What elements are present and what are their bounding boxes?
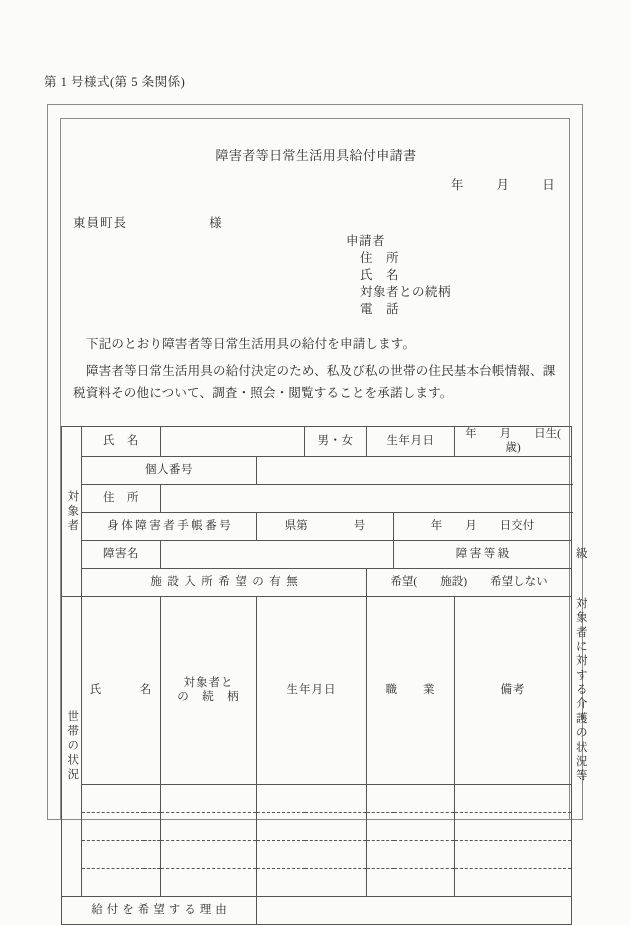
household-cell-birth[interactable] [257,840,367,868]
application-table [61,426,589,925]
reason-label: 給付を希望する理由 [62,896,257,924]
date-year-label: 年 [450,178,464,192]
subject-facility-value[interactable]: 希望( 施設) 希望しない [367,568,572,596]
household-header-name: 氏 名 [82,596,161,784]
subject-birth-label: 生年月日 [367,427,455,457]
addressee-name: 東員町長 [73,216,128,230]
household-cell-birth[interactable] [257,868,367,896]
table-row-reason [62,896,572,924]
applicant-phone-label: 電 話 [360,302,400,316]
subject-handbook-label: 身体障害者手帳番号 [82,512,257,540]
subject-mynumber-label: 個人番号 [82,456,257,484]
household-cell-name[interactable] [82,784,161,812]
table-row-disability: 障害名 障害等級 級 [62,540,572,568]
table-row [62,812,572,840]
household-header-birth: 生年月日 [257,596,367,784]
table-row-facility [62,568,572,596]
subject-facility-label: 施設入所希望の有無 [82,568,367,596]
household-header-relation: 対象者と の 続 柄 [161,596,257,784]
household-header-note: 備考 [455,596,572,784]
household-header-job: 職 業 [367,596,455,784]
subject-grade-label: 障害等級 [394,540,572,568]
table-row-mynumber [62,456,572,484]
household-cell-birth[interactable] [257,812,367,840]
household-cell-job[interactable] [367,812,455,840]
consent-statement: 障害者等日常生活用具の給付決定のため、私及び私の世帯の住民基本台帳情報、課税資料その他について、調査・照会・閲覧することを承諾します。 [73,364,556,400]
date-day-label: 日 [542,178,555,192]
applicant-address-label: 住 所 [360,251,400,265]
household-cell-name[interactable] [82,868,161,896]
table-row-subject-name [62,427,572,457]
subject-side-label: 対象者 [62,427,82,597]
household-cell-name[interactable] [82,840,161,868]
table-row-household-header: 世帯の状況 氏 名 対象者と の 続 柄 生年月日 職 業 備考 対象者に対する 介護の状況等 [62,596,572,784]
household-cell-relation[interactable] [161,812,257,840]
household-cell-relation[interactable] [161,840,257,868]
addressee-honorific: 様 [209,216,222,230]
page-title: 障害者等日常生活用具給付申請書 [215,148,417,163]
household-cell-note[interactable] [455,784,572,812]
subject-address-value[interactable] [161,484,572,512]
application-statement: 下記のとおり障害者等日常生活用具の給付を申請します。 [86,337,416,351]
addressee-line [73,213,222,231]
household-cell-job[interactable] [367,784,455,812]
household-cell-birth[interactable] [257,784,367,812]
subject-name-label: 氏 名 [82,427,161,457]
date-line [451,175,555,193]
subject-mynumber-value[interactable] [257,456,572,484]
table-row-address [62,484,572,512]
applicant-relation-label: 対象者との続柄 [360,285,452,299]
table-row-handbook [62,512,572,540]
table-row [62,840,572,868]
subject-disability-name-label: 障害名 [82,540,161,568]
subject-birth-value[interactable]: 年 月 日生( 歳) [455,427,572,457]
subject-handbook-issue-date[interactable]: 年 月 日交付 [394,512,572,540]
date-month-label: 月 [496,178,510,192]
form-number-label: 第 1 号様式(第 5 条関係) [44,75,186,89]
applicant-block [346,233,451,318]
subject-handbook-number[interactable]: 県第 号 [257,512,394,540]
subject-name-value[interactable] [161,427,305,457]
subject-disability-name-value[interactable] [161,540,394,568]
household-cell-job[interactable] [367,868,455,896]
household-cell-note[interactable] [455,868,572,896]
household-side-label: 世帯の状況 [62,596,82,896]
household-cell-note[interactable] [455,812,572,840]
table-row [62,868,572,896]
table-row [62,784,572,812]
household-cell-job[interactable] [367,840,455,868]
household-cell-note[interactable] [455,840,572,868]
applicant-heading: 申請者 [346,234,386,248]
subject-address-label: 住 所 [82,484,161,512]
reason-value[interactable] [257,896,572,924]
household-cell-relation[interactable] [161,868,257,896]
form-content-frame [60,118,589,916]
household-cell-name[interactable] [82,812,161,840]
household-cell-relation[interactable] [161,784,257,812]
applicant-name-label: 氏 名 [360,268,400,282]
subject-gender-label[interactable]: 男・女 [305,427,367,457]
